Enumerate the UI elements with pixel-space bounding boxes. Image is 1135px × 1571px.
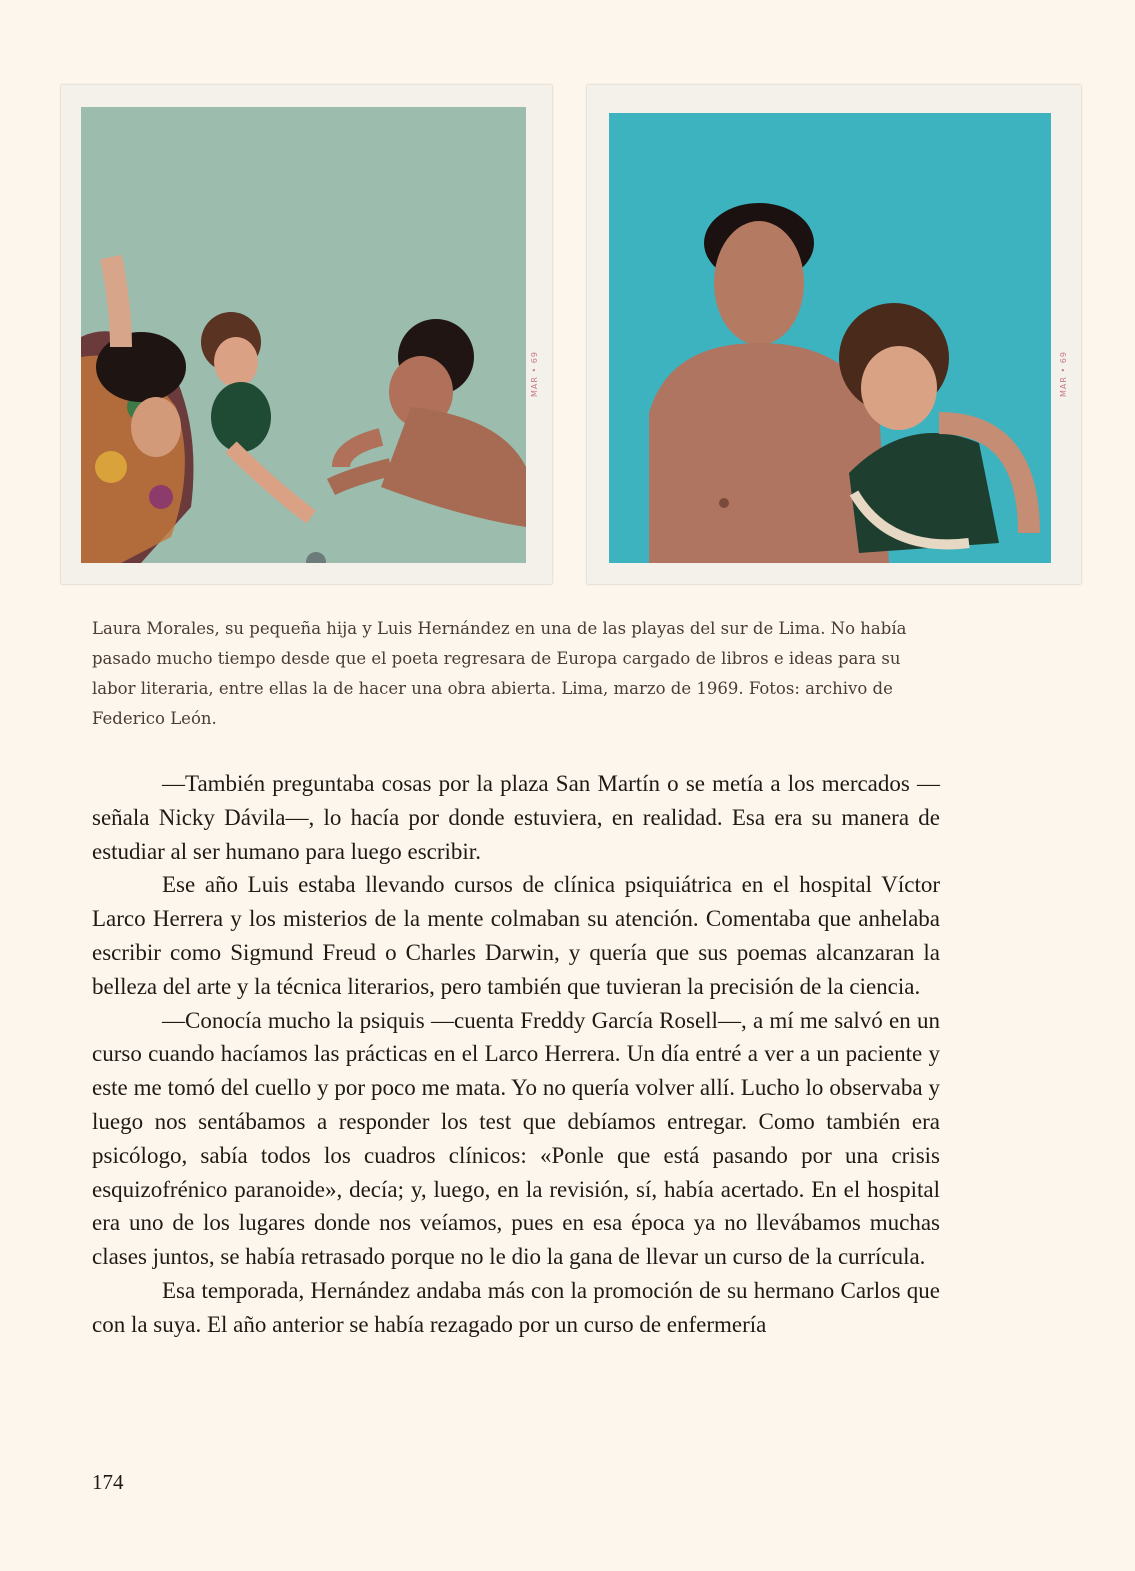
- photo-right: [587, 85, 1081, 584]
- man-holding-child-photo-icon: [609, 113, 1051, 563]
- photo-date-stamp: MAR • 69: [1059, 351, 1068, 397]
- beach-family-photo-icon: [81, 107, 526, 563]
- photo-left: [61, 85, 552, 584]
- paragraph: Esa temporada, Hernández andaba más con la promoción de su hermano Carlos que con la suya. El año anterior se había rezagado por un curso de enfermería: [92, 1277, 940, 1337]
- paragraph: Ese año Luis estaba llevando cursos de clínica psiquiátrica en el hospital Víctor Larco Herrera y los misterios de la mente colmaban su atención. Comentaba que anhelaba escribir como Sigmund Freud o Charles Darwin, y quería que sus poemas alcanzaran la belleza del arte y la técnica literarios, pero también que tuvieran la precisión de la ciencia.: [92, 872, 940, 999]
- photo-date-stamp: MAR • 69: [530, 351, 539, 397]
- paragraph: —También preguntaba cosas por la plaza San Martín o se metía a los mercados —señala Nicky Dávila—, lo hacía por donde estuviera, en realidad. Esa era su manera de estudiar al ser humano para luego escribir.: [92, 771, 940, 864]
- paragraph: —Conocía mucho la psiquis —cuenta Freddy García Rosell—, a mí me salvó en un curso cuando hacíamos las prácticas en el Larco Herrera. Un día entré a ver a un paciente y este me tomó del cuello y por poco me mata. Yo no quería volver allí. Lucho lo observaba y luego nos sentábamos a responder los test que debíamos entregar. Como también era psicólogo, sabía todos los cuadros clínicos: «Ponle que está pasando por una crisis esquizofrénico paranoide», decía; y, luego, en la revisión, sí, había acertado. En el hospital era uno de los lugares donde nos veíamos, pues en esa época ya no llevábamos muchas clases juntos, se había retrasado porque no le dio la gana de llevar un curso de la currícula.: [92, 1007, 940, 1270]
- photo-caption: Laura Morales, su pequeña hija y Luis Hernández en una de las playas del sur de Lima. No había pasado mucho tiempo desde que el poeta regresara de Europa cargado de libros e ideas para su labor literaria, entre ellas la de hacer una obra abierta. Lima, marzo de 1969. Fotos: archivo de Federico León.: [92, 619, 907, 728]
- page-number: 174: [92, 1470, 124, 1494]
- body-text: [92, 767, 940, 1342]
